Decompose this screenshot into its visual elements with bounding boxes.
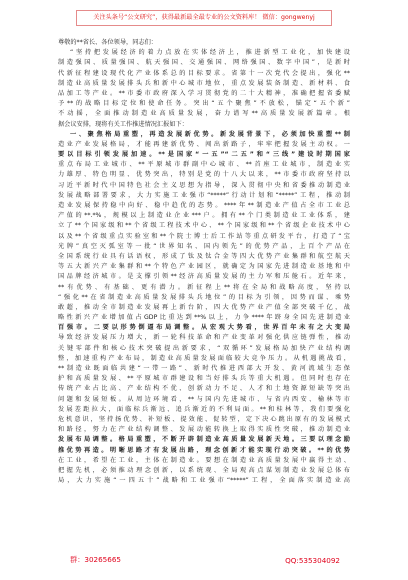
footer — [70, 553, 340, 567]
document-line: 发展布局调整。格局重塑，不断开辟制造业高质量发展新天地。三要以理念励 — [58, 436, 350, 444]
document-line: 据会议安排，现将有关工作推进情况汇报如下： — [58, 120, 188, 128]
document-line: 发展战略部署要求，大力实施工业强市“*****”行动计划和“*****”工程，推动制 — [58, 191, 350, 199]
document-line: 百强市。二要以形势倒逼布局调整。从宏观大势看，世界百年未有之大变局 — [58, 324, 350, 332]
footer-qq-group: 群：30265665 — [70, 555, 121, 564]
document-line: 品加工等产业。**市委市政府深入学习贯彻党的二十大精神，准确把握省委赋 — [58, 89, 350, 97]
document-body — [58, 38, 350, 486]
document-line: 以及**个省级重点实验室和**个院士博士后工作站等重点研发平台，打造了“宝 — [58, 232, 350, 240]
document-line: **制造业既面临共建“一带一路”、新时代推进西部大开发、黄河流域生态保 — [58, 365, 350, 372]
document-line: 导致经济发展压力增大，新一轮科技革命和产业变革对强化供应链弹性，推动 — [58, 334, 350, 342]
document-line: 不动摇，全面推动制造业高质量发展，奋力谱写**高质量发展新篇章。根 — [58, 110, 350, 118]
document-line: **有优势、有基础、更有潜力。新征程上**将在全局和战略高度，坚持以 — [58, 283, 350, 291]
document-line: 危机意识，坚持扬优势、补短板、提效能、促转型，定下决心跳出原有的发展模式 — [58, 415, 350, 423]
document-line: 造业发展保持稳中向好、稳中趋优的态势。****年**制造业产值占全市工业总 — [58, 202, 350, 209]
top-banner: 关注头条号“公文研究”，获得最新最全最专业的公文资料库！ 微信：gongwenyj — [76, 10, 332, 26]
document-line: 代新征程建设现代化产业体系总的目标要求。省第十一次党代会提出，强化** — [58, 69, 350, 77]
document-line: 产值的**.*%，规模以上制造业企业***户。拥有**个门类制造业工业体系，建 — [58, 212, 350, 220]
document-line: 习近平新时代中国特色社会主义思想为指导，深入贯彻中央和省委推动制造业 — [58, 181, 350, 189]
document-line: 重点布局工业城市、**平原城市群副中心城市、**首座工业城市，制造业实 — [58, 161, 350, 169]
document-line: 整，加速重构产业布局，制造业高质量发展面临较大竞争压力。从机遇挑战看， — [58, 354, 350, 362]
document-line: 光牌”真空灭弧室等一批“世界知名、国内领先”的优势产品，上百个产品在 — [58, 242, 350, 250]
document-line: 发展差距拉大，面临标兵渐远、追兵渐近的不利局面。**和桂林等，我们要强化 — [58, 405, 350, 413]
document-line: 国品牌经济城市。是支撑引领**经济高质量发展的主力军和压舱石。近年来， — [58, 273, 350, 281]
document-line: 把握先机，必须推动理念创新，以系统观、全局观高点谋划制造业发展总体布 — [58, 466, 350, 474]
document-line: 等五大新兴产业集群和**个特色产业园区，就确定为国家先进制造业基地和中 — [58, 263, 350, 271]
footer-qq: QQ:535304092 — [285, 555, 340, 565]
document-line: 力雄厚、特色明显、优势突出，特别是党的十八大以来，**市委市政府坚持以 — [58, 171, 350, 179]
document-line: “坚持把发展经济的着力点放在实体经济上，推进新型工业化，加快建设 — [70, 49, 350, 57]
document-line: 略性新兴产业增加值占GDP比重达到**%以上，力争****年跻身全国先进制造业 — [58, 314, 350, 322]
document-line: 推优势再造。明晰思路才有发展出路，理念创新才能实现行动突破。**的优势 — [58, 446, 350, 454]
document-line: 问题和发展短板。从周边环境看，**与国内先进城市、与省内西安、榆林等市 — [58, 395, 350, 403]
document-line: 尊敬的**省长、各位领导，同志们： — [58, 39, 157, 46]
document-line: 一、聚焦格局重塑，再造发展新优势。新发展背景下，必须加快重塑**制 — [70, 130, 350, 138]
document-line: 在工业，希望在工业，主体在制造业。要想在制造业高质量发展中赢得主动、 — [58, 456, 350, 464]
document-line: 关键零部件和核心技术突破提出新要求，“双循环”发展格局加快产业结构调 — [58, 344, 350, 352]
document-line: 造业产业发展格局，才能再建新优势、闯出新路子，牢牢把握发展主动权。一 — [58, 140, 350, 148]
document-line: 制造强国、质量强国、航天强国、交通强国、网络强国、数字中国”，是新时 — [58, 59, 350, 67]
document-line: 全国系统行业具有话语权，形成了钛及钛合金等四大优势产业集群和航空航天 — [58, 252, 350, 260]
document-line: 和路径，努力在产业结构调整、发展动能转换上取得实质性突破，推动制造业 — [58, 426, 350, 434]
document-line: 护和高质量发展、**平原城市群建设和当好排头兵等重大机遇。但同时也存在 — [58, 375, 350, 383]
document-line: 传统产业占比高、产业结构不优、创新动力不足、人才和土地资源短缺等突出 — [58, 385, 350, 393]
document-line: 要以目标引领发展加速。**是国家“一五”“二五”和“三线”建设时期国家 — [58, 151, 350, 159]
document-line: 敢超，推动全市制造业发展再上新台阶，四大优势产业产值全部突破千亿，战 — [58, 303, 350, 311]
document-line: 予**的战略目标定位和使命任务。突出“五个聚焦”不放松，锚定“五个新” — [58, 100, 350, 108]
document-line: 制造业高质量发展排头兵和新中心城市地位，重点发展装备制造、新材料、食 — [58, 79, 350, 87]
document-line: 立了**个国家级和**个省级工程技术中心、**个国家级和**个省级企业技术中心 — [58, 222, 350, 230]
document-line: “强化**在省制造业高质量发展排头兵地位”的目标为引领，因势而谋、乘势 — [58, 293, 350, 301]
document-line: 局，大力实施“一四五十”战略和工业强市“*****”工程，全面落实制造业高 — [58, 477, 350, 485]
